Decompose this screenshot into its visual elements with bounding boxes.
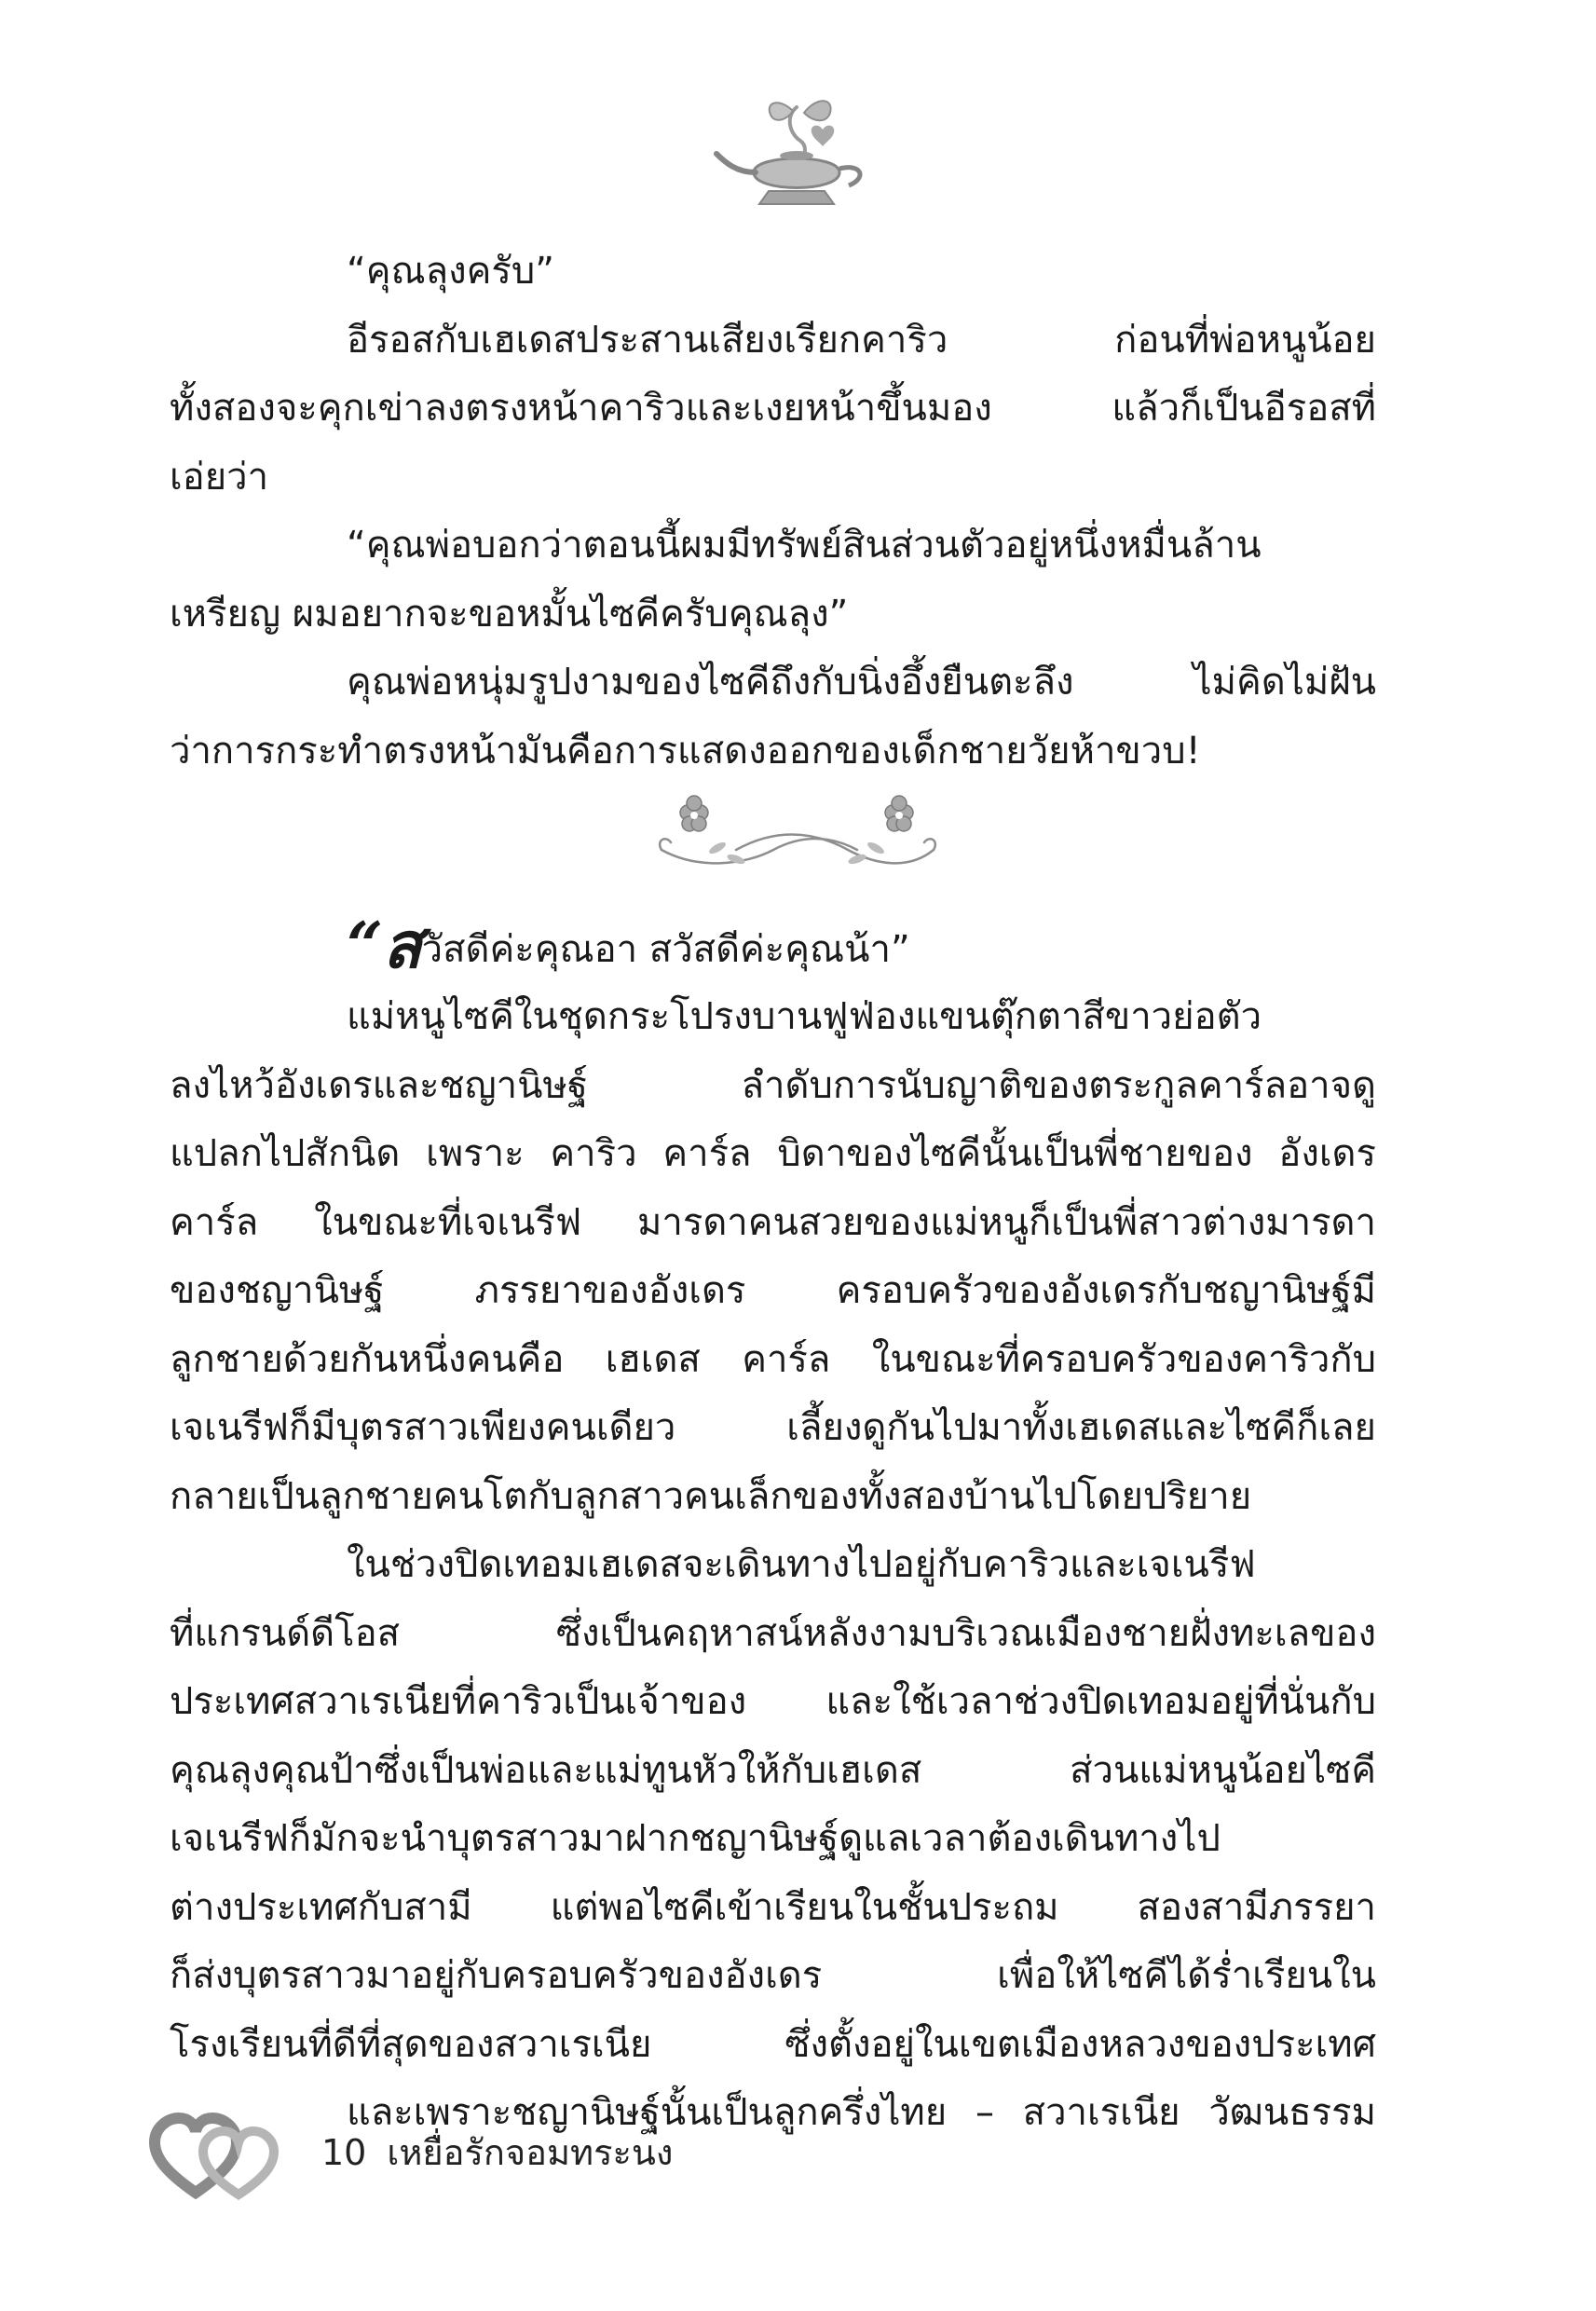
- text-line: ของชญานิษฐ์ ภรรยาของอังเดร ครอบครัวของอังเดรกับชญานิษฐ์มี: [170, 1269, 1376, 1312]
- page-footer: [321, 2125, 673, 2181]
- page-number: 10: [321, 2132, 367, 2173]
- text-line: แม่หนูไซคีในชุดกระโปรงบานฟูฟ่องแขนตุ๊กตาสีขาวย่อตัว: [347, 995, 1262, 1038]
- text-line: ต่างประเทศกับสามี แต่พอไซคีเข้าเรียนในชั้นประถม สองสามีภรรยา: [170, 1885, 1376, 1929]
- text-line: ลูกชายด้วยกันหนึ่งคนคือ เฮเดส คาร์ล ในขณะที่ครอบครัวของคาริวกับ: [170, 1337, 1376, 1381]
- text-line: คุณพ่อหนุ่มรูปงามของไซคีถึงกับนิ่งอึ้งยืนตะลึง ไม่คิดไม่ฝัน: [347, 661, 1376, 704]
- text-line: เอ่ยว่า: [170, 455, 269, 499]
- text-line: ลงไหว้อังเดรและชญานิษฐ์ ลำดับการนับญาติของตระกูลคาร์ลอาจดู: [170, 1063, 1376, 1107]
- text-line: เจเนรีฟก็มีบุตรสาวเพียงคนเดียว เลี้ยงดูกันไปมาทั้งเฮเดสและไซคีก็เลย: [170, 1406, 1376, 1449]
- double-heart-icon: [149, 2111, 289, 2204]
- fairy-teapot-ornament-icon: [703, 89, 890, 228]
- drop-cap: “ส: [347, 909, 422, 983]
- text-block-1: [170, 238, 1376, 786]
- chapter-opening-line: [170, 909, 1376, 983]
- text-line: ที่แกรนด์ดีโอส ซึ่งเป็นคฤหาสน์หลังงามบริเวณเมืองชายฝั่งทะเลของ: [170, 1611, 1376, 1655]
- floral-divider-icon: [643, 792, 950, 885]
- text-line: ทั้งสองจะคุกเข่าลงตรงหน้าคาริวและเงยหน้าขึ้นมอง แล้วก็เป็นอีรอสที่: [170, 387, 1376, 430]
- text-line: ว่าการกระทำตรงหน้ามันคือการแสดงออกของเด็กชายวัยห้าขวบ!: [170, 729, 1201, 773]
- text-line: ประเทศสวาเรเนียที่คาริวเป็นเจ้าของ และใช้เวลาช่วงปิดเทอมอยู่ที่นั่นกับ: [170, 1680, 1376, 1723]
- text-line: อีรอสกับเฮเดสประสานเสียงเรียกคาริว ก่อนที่พ่อหนูน้อย: [347, 318, 1376, 362]
- text-line: และเพราะชญานิษฐ์นั้นเป็นลูกครึ่งไทย – สวาเรเนีย วัฒนธรรม: [347, 2091, 1376, 2134]
- text-line: ในช่วงปิดเทอมเฮเดสจะเดินทางไปอยู่กับคาริวและเจเนรีฟ: [347, 1543, 1256, 1586]
- dialogue-line: “คุณพ่อบอกว่าตอนนี้ผมมีทรัพย์สินส่วนตัวอยู่หนึ่งหมื่นล้าน: [347, 524, 1262, 567]
- book-title: เหยื่อรักจอมทระนง: [387, 2132, 674, 2173]
- text-line: โรงเรียนที่ดีที่สุดของสวาเรเนีย ซึ่งตั้งอยู่ในเขตเมืองหลวงของประเทศ: [170, 2022, 1376, 2066]
- text-line: เจเนรีฟก็มักจะนำบุตรสาวมาฝากชญานิษฐ์ดูแลเวลาต้องเดินทางไป: [170, 1817, 1221, 1860]
- text-line: คาร์ล ในขณะที่เจเนรีฟ มารดาคนสวยของแม่หนูก็เป็นพี่สาวต่างมารดา: [170, 1200, 1376, 1244]
- text-block-2: [170, 909, 1376, 2148]
- text-line: คุณลุงคุณป้าซึ่งเป็นพ่อและแม่ทูนหัวให้กับเฮเดส ส่วนแม่หนูน้อยไซคี: [170, 1748, 1376, 1792]
- text-line: กลายเป็นลูกชายคนโตกับลูกสาวคนเล็กของทั้งสองบ้านไปโดยปริยาย: [170, 1474, 1252, 1518]
- opening-line-text: วัสดีค่ะคุณอา สวัสดีค่ะคุณน้า”: [421, 928, 910, 971]
- text-line: ก็ส่งบุตรสาวมาอยู่กับครอบครัวของอังเดร เพื่อให้ไซคีได้ร่ำเรียนใน: [170, 1954, 1376, 1997]
- text-line: เหรียญ ผมอยากจะขอหมั้นไซคีครับคุณลุง”: [170, 592, 849, 636]
- text-line: แปลกไปสักนิด เพราะ คาริว คาร์ล บิดาของไซคีนั้นเป็นพี่ชายของ อังเดร: [170, 1132, 1376, 1175]
- dialogue-line: “คุณลุงครับ”: [347, 250, 554, 293]
